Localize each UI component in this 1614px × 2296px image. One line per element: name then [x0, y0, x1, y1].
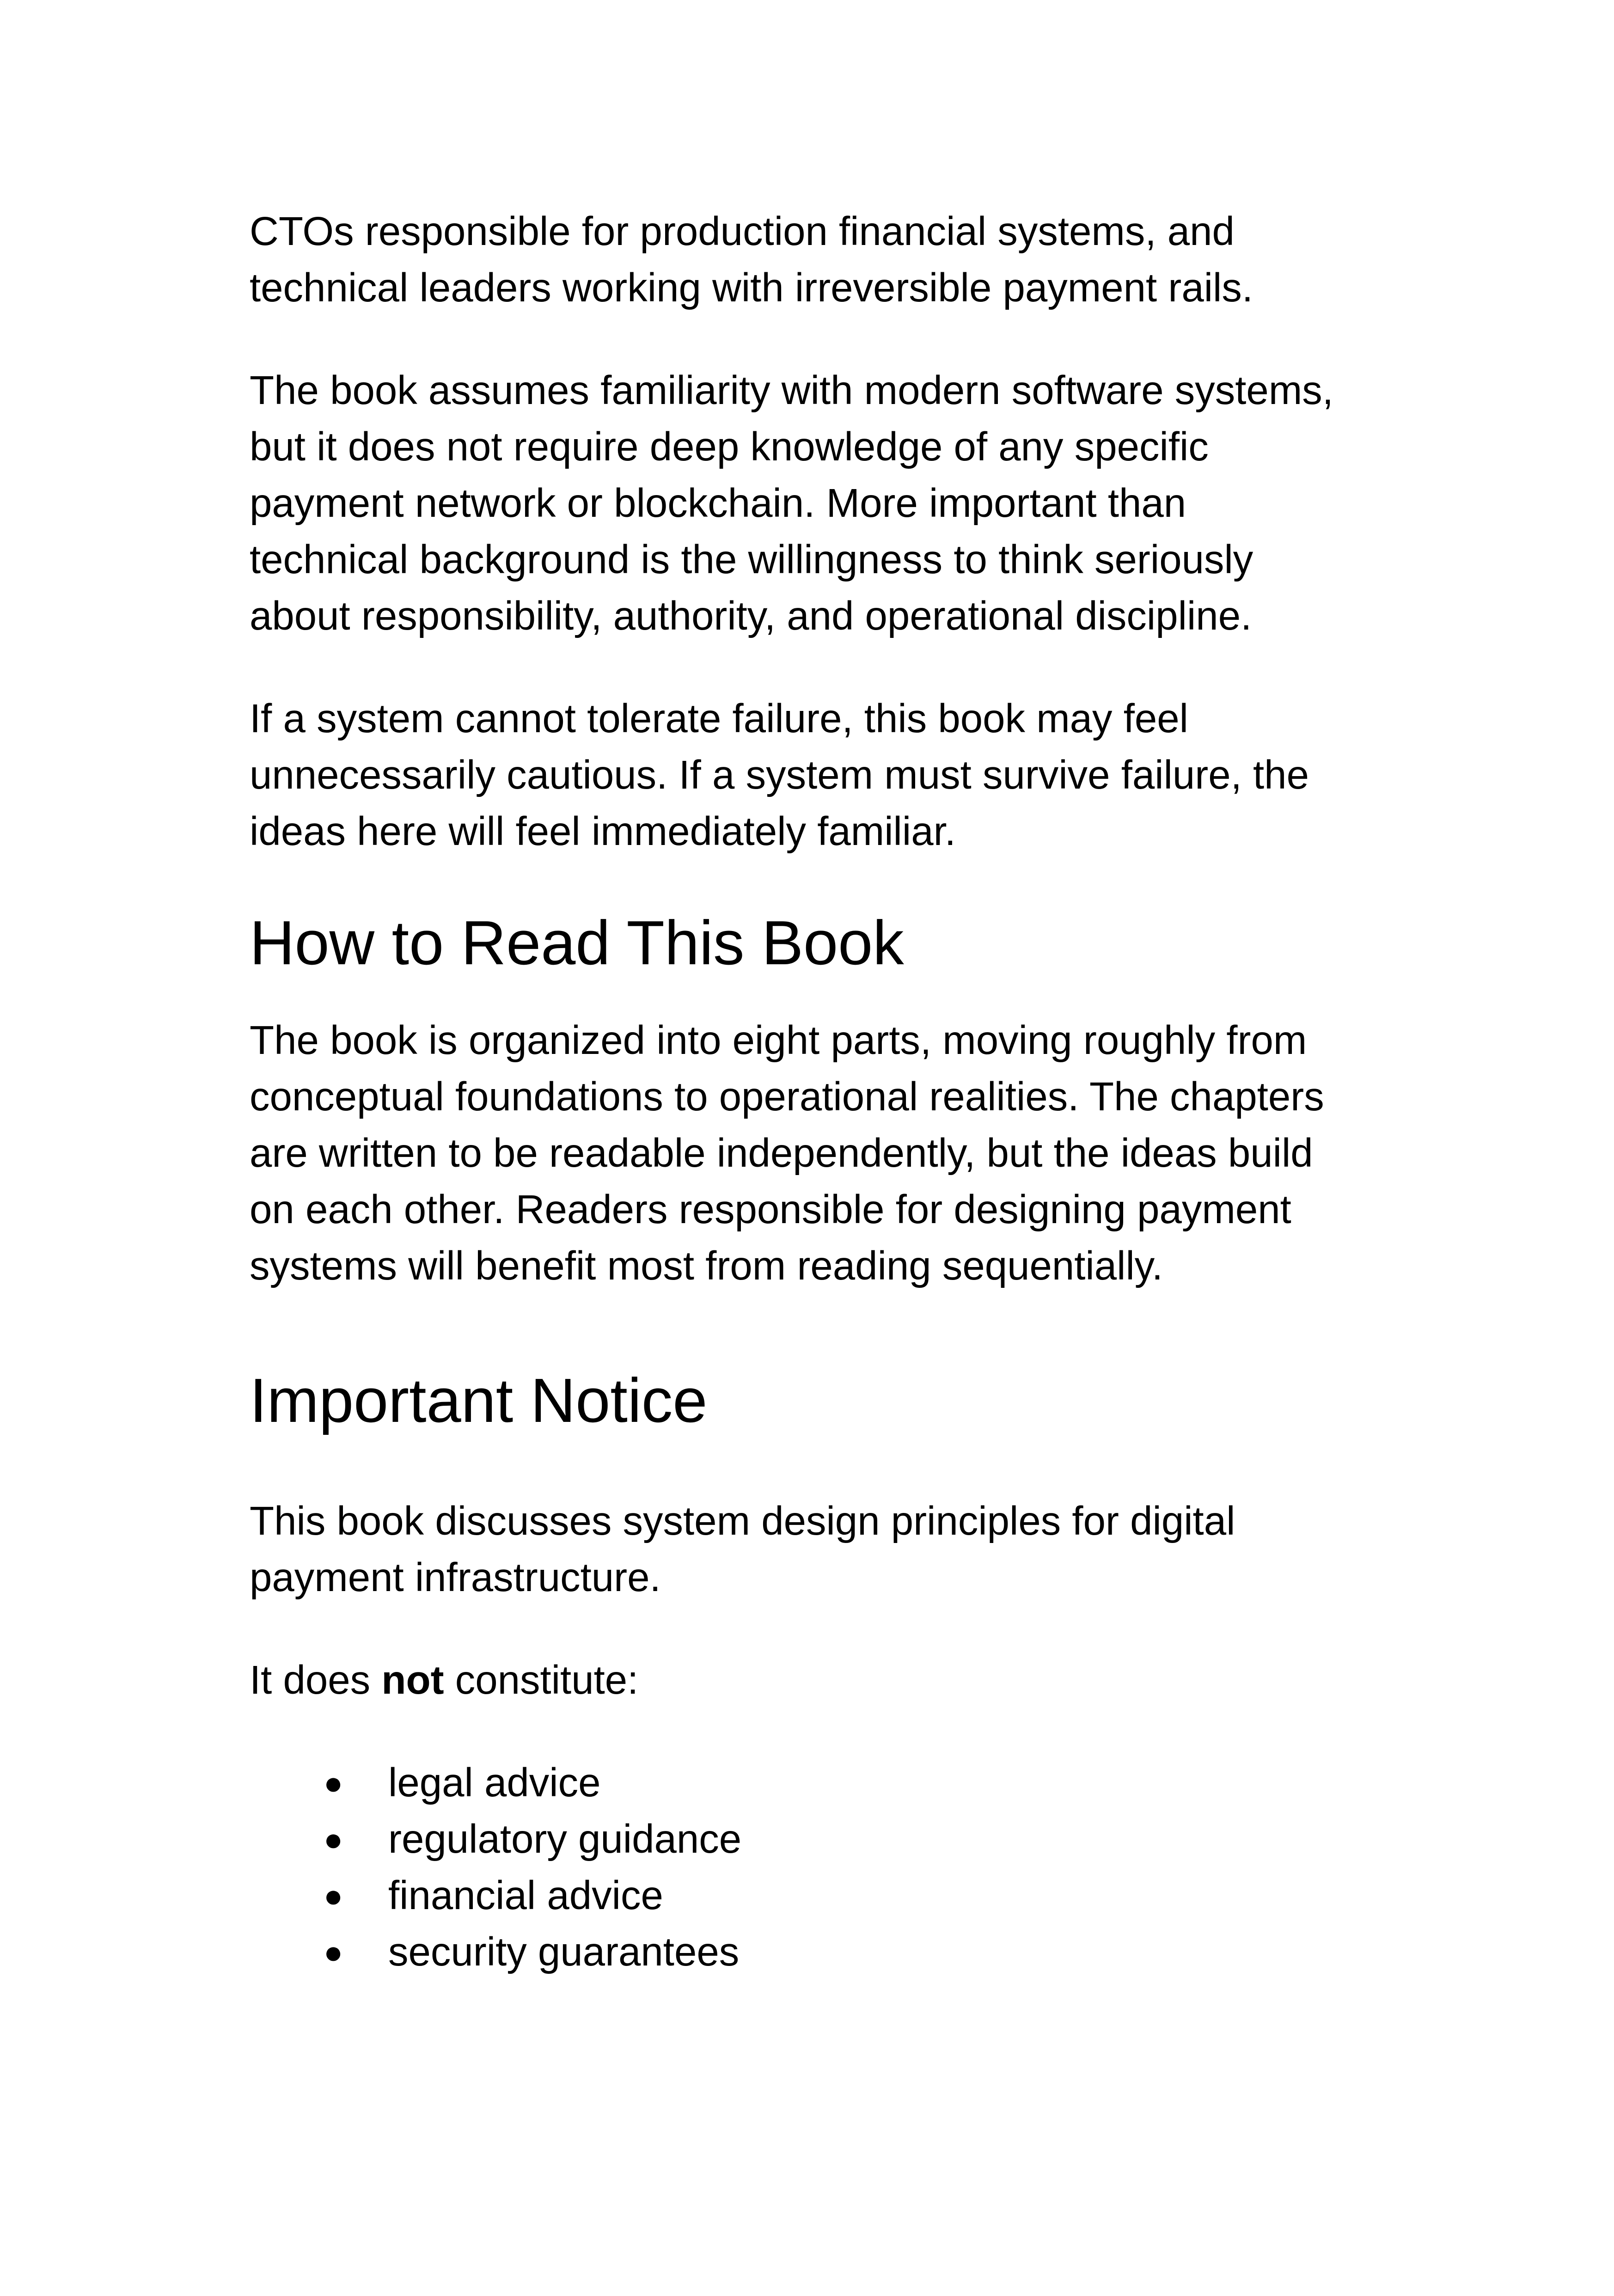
paragraph-does-not-constitute [250, 1652, 1433, 1708]
heading-important-notice: Important Notice [250, 1365, 708, 1435]
list-item-text: regulatory guidance [388, 1817, 742, 1861]
list-item [250, 1867, 1433, 1924]
constitute-bold-not: not [381, 1658, 444, 1702]
constitute-suffix: constitute: [444, 1658, 639, 1702]
list-item [250, 1755, 1433, 1811]
heading-how-to-read: How to Read This Book [250, 908, 904, 978]
constitute-prefix: It does [250, 1658, 382, 1702]
bullet-icon: ● [324, 1765, 343, 1801]
paragraph-notice: This book discusses system design principles for digital payment infrastructure. [250, 1499, 1235, 1600]
paragraph-failure: If a system cannot tolerate failure, this book may feel unnecessarily cautious. If a system must survive failure, the ideas here will feel immediately familiar. [250, 696, 1309, 854]
bullet-icon: ● [324, 1821, 343, 1857]
bullet-icon: ● [324, 1934, 343, 1970]
list-item [250, 1811, 1433, 1867]
bullet-icon: ● [324, 1878, 343, 1914]
paragraph-organization: The book is organized into eight parts, moving roughly from conceptual foundations to operational realities. The chapters are written to be readable independently, but the ideas build on each other. Readers responsible for designing payment systems will benefit most from reading sequentially. [250, 1018, 1324, 1288]
list-item [250, 1924, 1433, 1980]
list-item-text: financial advice [388, 1873, 663, 1918]
paragraph-assumptions: The book assumes familiarity with modern software systems, but it does not require deep knowledge of any specific payment network or blockchain. More important than technical background is the willingness to think seriously about responsibility, authority, and operational discipline. [250, 368, 1333, 638]
disclaimer-list [250, 1755, 1433, 1980]
paragraph-audience: CTOs responsible for production financial systems, and technical leaders working with irreversible payment rails. [250, 209, 1253, 310]
list-item-text: security guarantees [388, 1929, 740, 1974]
page-content [250, 203, 1433, 1980]
list-item-text: legal advice [388, 1760, 601, 1805]
